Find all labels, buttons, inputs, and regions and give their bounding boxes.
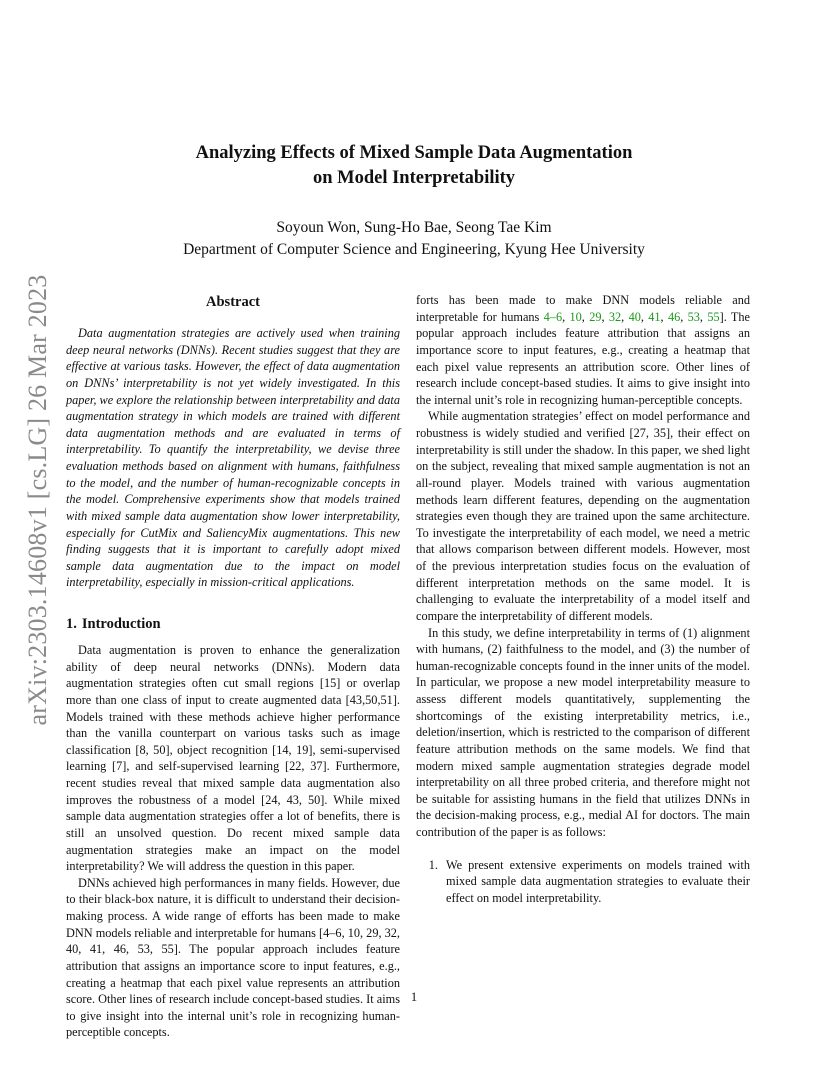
author-block [0,217,828,261]
section-number: 1. [66,616,77,632]
continued-text: forts has been made to make DNN models reliable and interpretable for humans 4–6, 10, 29, 32, 40, 41, 46, 53, 55]. The popular approach includes feature attribution that assigns an importance score to input features, e.g., creating a heatmap that each pixel value represents an attribution score. Other lines of research include concept-based studies. It aims to give insight into the internal unit’s role in recognizing human-perceptible concepts. [416,293,750,407]
intro-paragraph: While augmentation strategies’ effect on model performance and robustness is widely studied and verified [27, 35], their effect on interpretability is still under the shadow. In this paper, we shed light on the subject, revealing that mixed sample augmentation is not an all-round player. Models trained with various augmentation methods learn different features, depending on the augmentation strategies even though they are trained upon the same architecture. To investigate the interpretability of each model, we need a metric that allows comparison between different models. However, most of the previous interpretation studies focus on the evaluation of different interpretation methods on the same model. It is challenging to evaluate the interpretability of a model itself and compare the interpretability of different models. [416,409,750,623]
author-affiliation: Department of Computer Science and Engineering, Kyung Hee University [183,241,645,258]
abstract-heading: Abstract [206,294,260,310]
intro-paragraph: Data augmentation is proven to enhance the generalization ability of deep neural networks (DNNs). Modern data augmentation strategies often cut small regions [15] or overlap more than one class of input to create augmented data [43,50,51]. Models trained with these methods achieve higher performance than the vanilla counterpart on various tasks such as image classification [8, 50], object recognition [14, 19], semi-supervised learning [7], and self-supervised learning [22, 37]. Furthermore, recent studies reveal that mixed sample data augmentation also improves the robustness of a model [24, 43, 50]. While mixed sample data augmentation strategies offer a lot of benefits, there is still an unsolved question. Do recent mixed sample data augmentation strategies make an impact on the model interpretability? We will address the question in this paper. [66,643,400,874]
section-title: Introduction [81,616,161,632]
intro-paragraph: DNNs achieved high performances in many fields. However, due to their black-box nature, it is difficult to understand their decision-making process. A wide range of efforts has been made to make DNN models reliable and interpretable for humans [4–6, 10, 29, 32, 40, 41, 46, 53, 55]. The popular approach includes feature attribution that assigns an importance score to input features, e.g., creating a heatmap that each pixel value represents an attribution score. Other lines of research include concept-based studies. It aims to give insight into the internal unit’s role in recognizing human-perceptible concepts. [66,875,400,1040]
arxiv-stamp-text: arXiv:2303.14608v1 [cs.LG] 26 Mar 2023 [23,274,52,726]
left-column [66,292,400,1040]
right-column [416,292,750,907]
intro-paragraph: In this study, we define interpretability in terms of (1) alignment with humans, (2) faithfulness to the model, and (3) the number of human-recognizable concepts found in the inner units of the model. In particular, we propose a new model interpretability measure to assess different models quantitatively, supplementing the shortcomings of the existing interpretability metrics, i.e., deletion/insertion, which is restricted to the comparison of different feature attribution methods on the same models. We find that modern mixed sample augmentation strategies degrade model interpretability on all three probed criteria, and therefore might not be suitable for assisting humans in the field that utilizes DNNs in the decision-making process, e.g., medial AI for doctors. The main contribution of the paper is as follows: [416,625,750,839]
contribution-number: 1. [428,857,438,872]
contribution-text: We present extensive experiments on models trained with mixed sample data augmentation strategies to evaluate their effect on model interpretability. [446,857,750,905]
author-names: Soyoun Won, Sung-Ho Bae, Seong Tae Kim [276,219,552,236]
paper-title [0,141,828,191]
contribution-item [416,857,750,907]
abstract-text: Data augmentation strategies are actively used when training deep neural networks (DNNs). Recent studies suggest that they are effective at various tasks. However, the effect of data augmentation on DNNs’ interpretability is not yet widely investigated. In this paper, we explore the relationship between interpretability and data augmentation strategy in which models are trained with different data augmentation methods and are evaluated in terms of interpretability. To quantify the interpretability, we devise three evaluation methods based on alignment with humans, faithfulness to the model, and the number of human-recognizable concepts in the model. Comprehensive experiments show that models trained with mixed sample data augmentation show lower interpretability, especially for CutMix and SaliencyMix augmentations. This new finding suggests that it is important to carefully adopt mixed sample data augmentation due to the impact on model interpretability, especially in mission-critical applications. [66,326,400,590]
title-line: on Model Interpretability [312,168,516,188]
intro-paragraph-continued [416,292,750,408]
title-line: Analyzing Effects of Mixed Sample Data Augmentation [195,143,633,163]
page-number: 1 [410,990,418,1004]
section-heading [66,614,400,634]
